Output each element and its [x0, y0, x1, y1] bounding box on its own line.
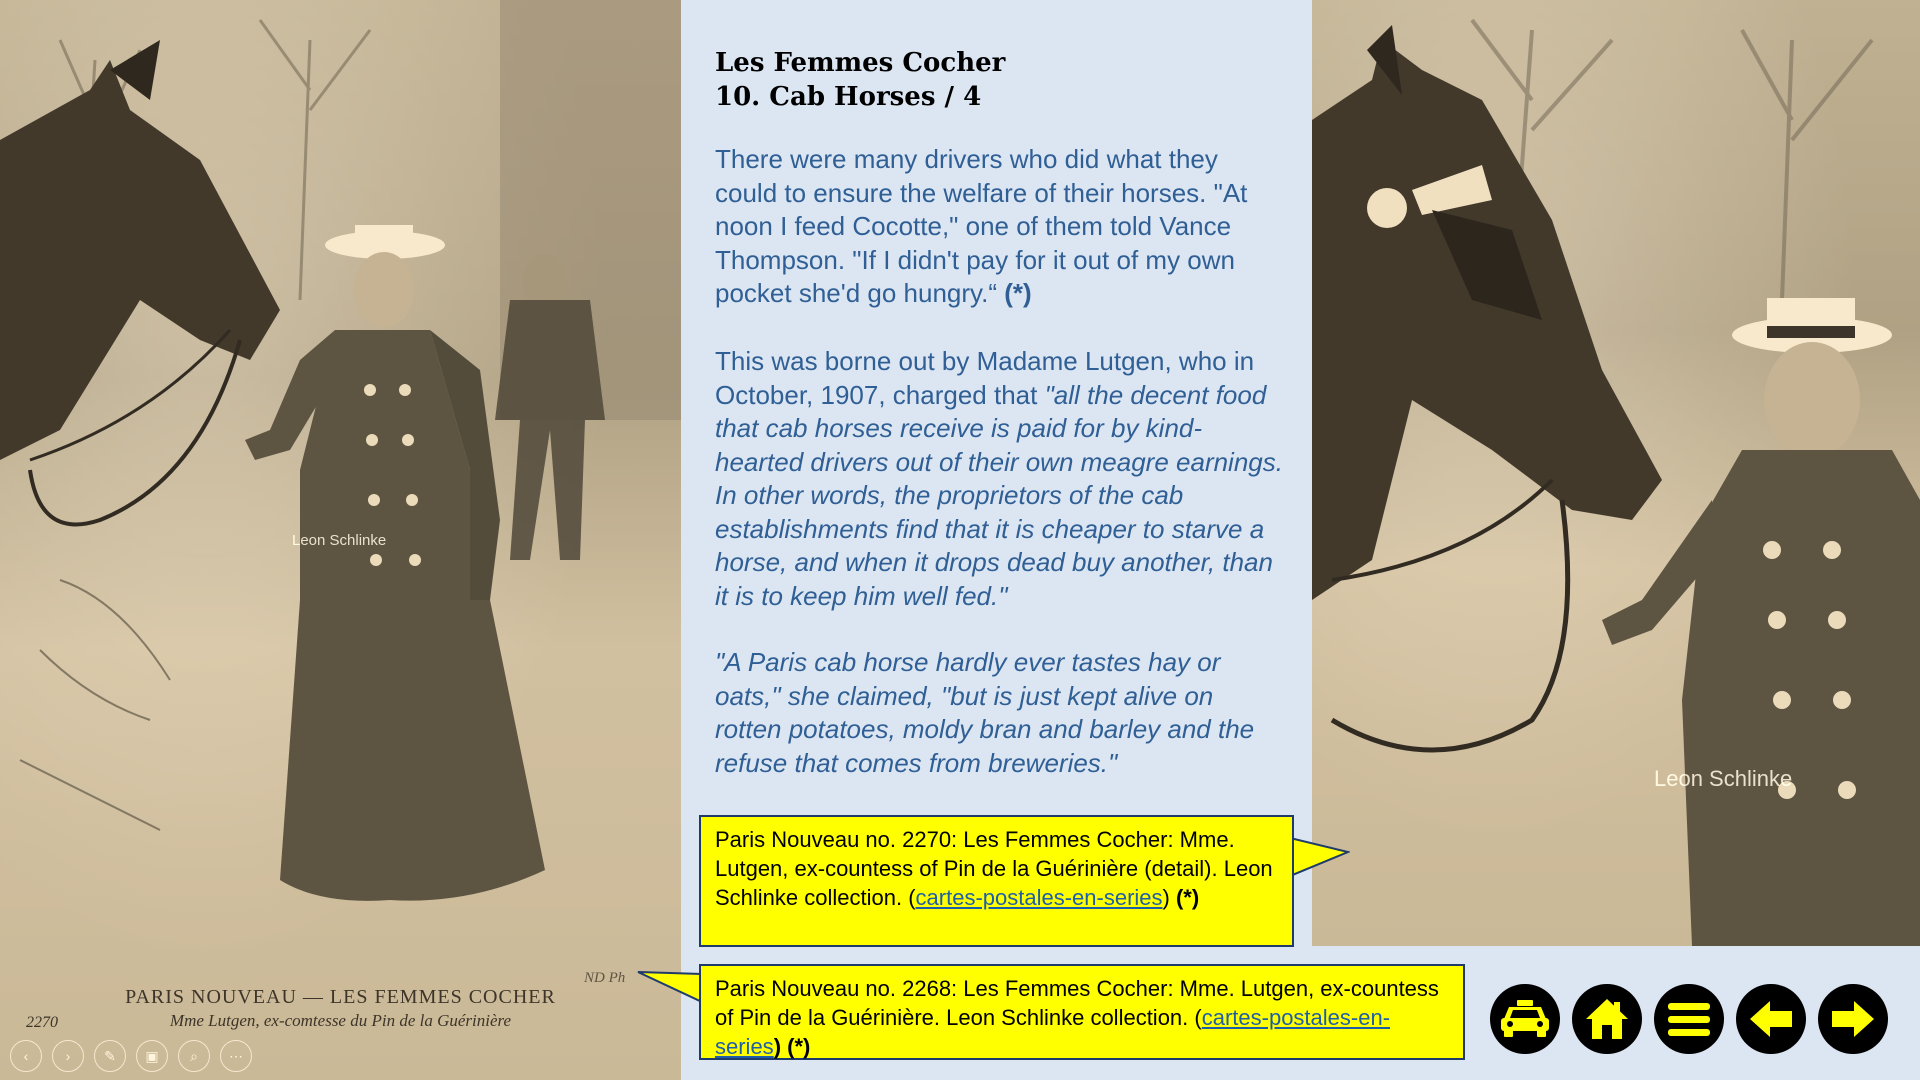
slide-title: [715, 46, 1005, 114]
postcard-caption-line1: PARIS NOUVEAU — LES FEMMES COCHER: [125, 986, 556, 1008]
postcard-number: 2270: [26, 1014, 58, 1031]
callout-1-close: ): [1162, 885, 1170, 910]
viewer-slide-button[interactable]: ▣: [136, 1040, 168, 1072]
callout-2-text: Paris Nouveau no. 2268: Les Femmes Cocher: Mme. Lutgen, ex-countess of Pin de la Guérinière. Leon Schlinke collection. (: [715, 976, 1439, 1030]
callout-2-close: ): [773, 1034, 782, 1059]
home-button[interactable]: [1572, 984, 1642, 1054]
callout-2-link[interactable]: cartes-postales-en-series: [715, 1005, 1391, 1059]
paragraph-1: [715, 143, 1285, 311]
callout-1-reference: (*): [1175, 885, 1200, 910]
viewer-pen-button[interactable]: ✎: [94, 1040, 126, 1072]
callout-1-text: Paris Nouveau no. 2270: Les Femmes Cocher: Mme. Lutgen, ex-countess of Pin de la Guérinière (detail). Leon Schlinke collection. (: [715, 827, 1273, 910]
callout-1-link[interactable]: cartes-postales-en-series: [915, 885, 1163, 910]
arrow-left-icon: [1748, 999, 1794, 1039]
paragraph-2-intro: This was borne out by Madame Lutgen, who in October, 1907, charged that: [715, 346, 1255, 410]
viewer-more-button[interactable]: ⋯: [220, 1040, 252, 1072]
image-viewer-controls: [10, 1040, 252, 1072]
caption-callout-detail: [699, 815, 1294, 947]
paragraph-1-text: There were many drivers who did what they could to ensure the welfare of their horses. "At noon I feed Cocotte," one of them told Vance Thompson. "If I didn't pay for it out of my own pocket she'd go hungry.“: [715, 144, 1248, 308]
postcard-photo-left: [0, 0, 681, 1080]
postcard-caption-line2: Mme Lutgen, ex-comtesse du Pin de la Guérinière: [169, 1011, 512, 1030]
previous-button[interactable]: [1736, 984, 1806, 1054]
menu-button[interactable]: [1654, 984, 1724, 1054]
postcard-photo-detail: [1312, 0, 1920, 946]
callout-1-pointer: [1290, 830, 1350, 890]
title-line-1: Les Femmes Cocher: [715, 48, 1006, 78]
menu-icon: [1666, 999, 1712, 1039]
next-button[interactable]: [1818, 984, 1888, 1054]
home-icon: [1584, 997, 1630, 1041]
callout-2-reference: (*): [787, 1034, 811, 1059]
postcard-publisher: ND Ph: [584, 970, 626, 986]
paragraph-2: [715, 345, 1285, 613]
caption-callout-postcard: [699, 964, 1465, 1060]
viewer-zoom-button[interactable]: ⌕: [178, 1040, 210, 1072]
callout-2-pointer: [636, 962, 702, 1018]
reference-marker: (*): [1004, 278, 1032, 308]
detail-illustration: [1312, 0, 1920, 946]
viewer-next-button[interactable]: ›: [52, 1040, 84, 1072]
paragraph-3-quote: "A Paris cab horse hardly ever tastes hay or oats," she claimed, "but is just kept alive on rotten potatoes, moldy bran and barley and the refuse that comes from breweries.": [715, 647, 1255, 778]
arrow-right-icon: [1830, 999, 1876, 1039]
paragraph-3: [715, 646, 1285, 780]
title-line-2: 10. Cab Horses / 4: [715, 82, 982, 112]
watermark-text: Leon Schlinke: [292, 532, 387, 549]
taxi-icon: [1499, 999, 1551, 1039]
taxi-button[interactable]: [1490, 984, 1560, 1054]
watermark-text-detail: Leon Schlinke: [1654, 766, 1793, 791]
paragraph-2-quote: "all the decent food that cab horses receive is paid for by kind-hearted drivers out of their own meagre earnings. In other words, the proprietors of the cab establishments find that it is cheaper to starve a horse, and when it drops dead buy another, than it is to keep him well fed.": [715, 379, 1283, 611]
viewer-prev-button[interactable]: ‹: [10, 1040, 42, 1072]
